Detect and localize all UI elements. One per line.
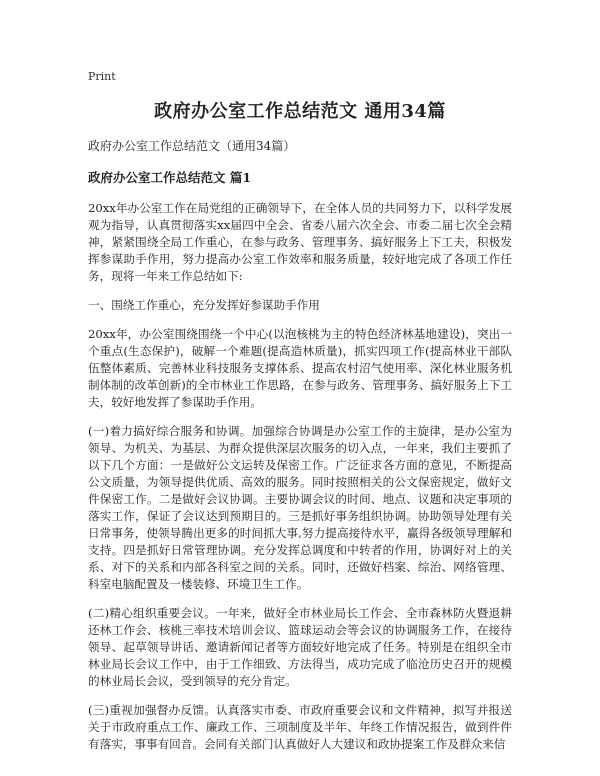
paragraph-coordination: (一)着力搞好综合服务和协调。加强综合协调是办公室工作的主旋律，是办公室为领导、为机关、为基层、为群众提供深层次服务的切入点，一年来，我们主要抓了以下几个方面：一是做好公文运转及保密工作。广泛征求各方面的意见，不断提高公文质量，为领导提供优质、高效的服务。同时按照相关的公文保密规定，做好文件保密工作。二是做好会议协调。主要协调会议的时间、地点、议题和决定事项的落实工作，保证了会议达到预期目的。三是抓好事务组织协调。协助领导处理有关日常事务，使领导腾出更多的时间抓大事,努力提高接待水平，赢得各级领导理解和支持。四是抓好日常管理协调。充分发挥总调度和中转者的作用，协调好对上的关系、对下的关系和内部各科室之间的关系。同时，还做好档案、综治、网络管理、科室电脑配置及一楼装修、环境卫生工作。 <box>88 424 512 591</box>
paragraph-supervision: (三)重视加强督办反馈。认真落实市委、市政府重要会议和文件精神，拟写并报送关于市政府重点工作、廉政工作、三项制度及半年、年终工作情况报告，做到件件有落实，事事有回音。会同有关部门认真做好人大建议和政协提案工作及群众来信 <box>88 703 512 751</box>
paragraph-meetings: (二)精心组织重要会议。一年来，做好全市林业局长工作会、全市森林防火暨退耕还林工作会、核桃三率技术培训会议、篮球运动会等会议的协调服务工作，在接待领导、起草领导讲话、邀请新闻记者等方面较好地完成了任务。特别是在组织全市林业局长会议工作中，由于工作细致、方法得当，成功完成了临沧历史召开的规模的林业局长会议，受到领导的充分肯定。 <box>88 606 512 688</box>
paragraph-work-ideas: 20xx年，办公室围绕围绕一个中心(以泡核桃为主的特色经济林基地建设)，突出一个重点(生态保护)，破解一个难题(提高造林质量)，抓实四项工作(提高林业干部队伍整体素质、完善林业科技服务支撑体系、提高农村沼气使用率、深化林业服务机制体制的改革创新)的全市林业工作思路，在参与政务、管理事务、搞好服务上下工夫，较好地发挥了参谋助手作用。 <box>88 327 512 409</box>
print-label: Print <box>88 70 116 83</box>
document-title: 政府办公室工作总结范文 通用34篇 <box>154 101 446 122</box>
paragraph-intro: 20xx年办公室工作在局党组的正确领导下，在全体人员的共同努力下，以科学发展观为指导，认真贯彻落实xx届四中全会、省委八届六次全会、市委二届七次全会精神，紧紧围绕全局工作重心，在参与政务、管理事务、搞好服务上下工夫，积极发挥参谋助手作用，努力提高办公室工作效率和服务质量，较好地完成了各项工作任务，现将一年来工作总结如下: <box>88 201 512 283</box>
document-subtitle: 政府办公室工作总结范文（通用34篇） <box>88 139 296 153</box>
paragraph-heading-one: 一、围绕工作重心，充分发挥好参谋助手作用 <box>88 298 320 312</box>
section-heading: 政府办公室工作总结范文 篇1 <box>88 170 252 185</box>
